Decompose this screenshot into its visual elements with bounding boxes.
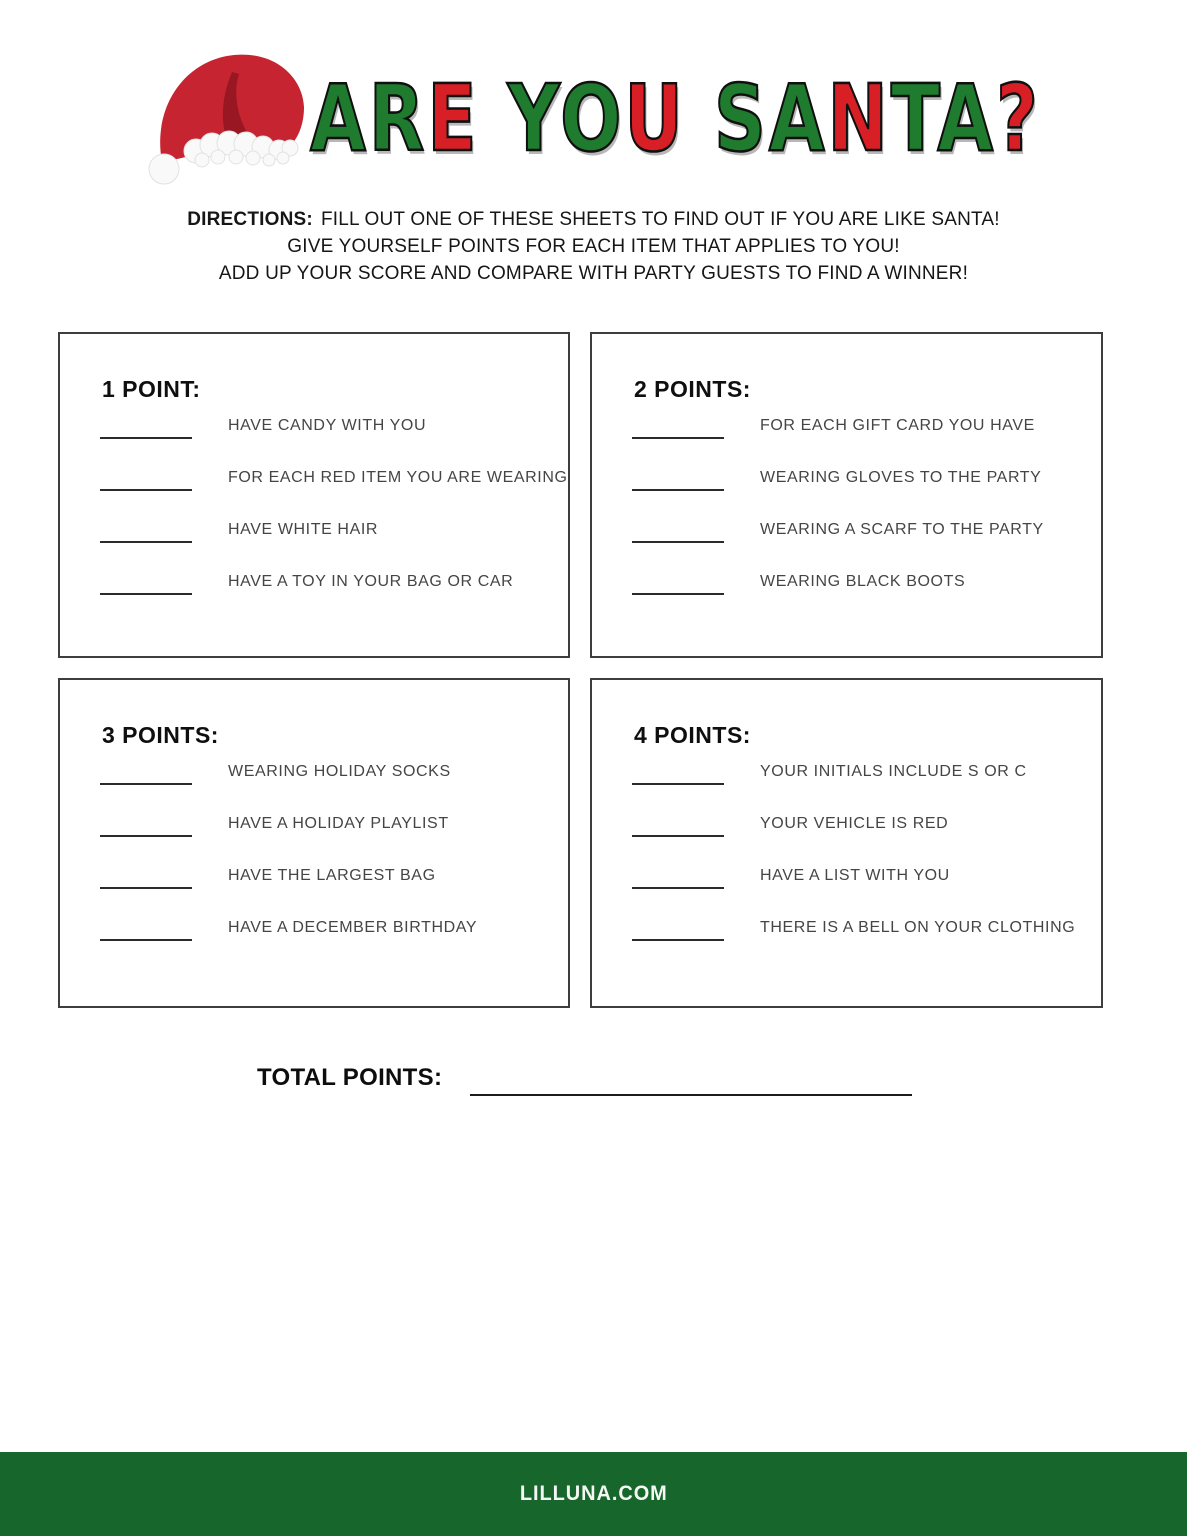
checklist-row [100, 439, 568, 491]
santa-hat-icon [146, 46, 306, 186]
checklist-row [632, 889, 1087, 941]
points-entry-blank[interactable] [100, 731, 192, 785]
title-letter: E [427, 64, 480, 172]
checklist-item-label: HAVE A TOY IN YOUR BAG OR CAR [228, 573, 514, 590]
checklist-item-label: WEARING HOLIDAY SOCKS [228, 763, 451, 780]
points-entry-blank[interactable] [632, 783, 724, 837]
footer-band [0, 1452, 1187, 1536]
points-entry-blank[interactable] [100, 385, 192, 439]
directions [0, 206, 1187, 287]
total-points-blank[interactable] [470, 1060, 912, 1096]
checklist-item-label: WEARING A SCARF TO THE PARTY [760, 521, 1044, 538]
checklist-item-label: YOUR INITIALS INCLUDE S OR C [760, 763, 1027, 780]
title-letter-space [480, 64, 508, 172]
points-entry-blank[interactable] [632, 385, 724, 439]
checklist-item-label: FOR EACH GIFT CARD YOU HAVE [760, 417, 1035, 434]
title-letter-space [686, 64, 714, 172]
checklist-item-label: HAVE A DECEMBER BIRTHDAY [228, 919, 478, 936]
points-entry-blank[interactable] [632, 887, 724, 941]
points-box-2-header: 2 POINTS: [634, 376, 751, 402]
points-entry-blank[interactable] [632, 541, 724, 595]
checklist-row [100, 733, 554, 785]
checklist-item-label: HAVE A HOLIDAY PLAYLIST [228, 815, 449, 832]
title-letter: U [624, 64, 686, 172]
points-entry-blank[interactable] [100, 541, 192, 595]
points-box-3-header: 3 POINTS: [102, 722, 219, 748]
checklist-row [632, 491, 1087, 543]
checklist-row [632, 543, 1087, 595]
checklist-row [100, 491, 554, 543]
checklist-row [632, 387, 1087, 439]
total-points-label: TOTAL POINTS: [257, 1064, 443, 1091]
points-entry-blank[interactable] [100, 835, 192, 889]
points-entry-blank[interactable] [632, 437, 724, 491]
points-entry-blank[interactable] [100, 887, 192, 941]
points-box-2 [590, 332, 1103, 658]
checklist-item-label: HAVE WHITE HAIR [228, 521, 379, 538]
checklist-row [632, 785, 1087, 837]
checklist-row [632, 837, 1087, 889]
title-letter: Y [507, 64, 561, 172]
checklist-row [100, 785, 554, 837]
points-entry-blank[interactable] [632, 489, 724, 543]
points-box-4 [590, 678, 1103, 1008]
directions-line-1: DIRECTIONS: FILL OUT ONE OF THESE SHEETS TO FIND OUT IF YOU ARE LIKE SANTA! [187, 209, 1000, 230]
checklist-item-label: YOUR VEHICLE IS RED [760, 815, 949, 832]
title-letter: T [890, 64, 938, 172]
checklist-row [100, 837, 554, 889]
footer-site-text: LILLUNA.COM [519, 1482, 668, 1505]
checklist-item-label: WEARING GLOVES TO THE PARTY [760, 469, 1042, 486]
title-letter: S [713, 64, 769, 172]
points-entry-blank[interactable] [632, 731, 724, 785]
checklist-item-label: THERE IS A BELL ON YOUR CLOTHING [760, 919, 1076, 936]
checklist-row [100, 543, 554, 595]
checklist-row [100, 387, 554, 439]
points-box-1-rows [100, 387, 568, 595]
title-letter: A [937, 64, 997, 172]
title-letter: N [827, 64, 891, 172]
page-title [310, 64, 1041, 172]
title-letter: R [368, 64, 428, 172]
points-box-4-rows [632, 733, 1087, 941]
checklist-item-label: HAVE CANDY WITH YOU [228, 417, 427, 434]
checklist-row [632, 733, 1087, 785]
checklist-item-label: WEARING BLACK BOOTS [760, 573, 966, 590]
checklist-row [632, 439, 1087, 491]
total-points [257, 1060, 912, 1096]
title-letter: O [560, 64, 625, 172]
checklist-item-label: HAVE A LIST WITH YOU [760, 867, 950, 884]
title-letter: A [310, 64, 369, 172]
points-entry-blank[interactable] [100, 489, 192, 543]
title-letter: ? [996, 64, 1041, 172]
title-letter: A [768, 64, 828, 172]
points-box-1 [58, 332, 570, 658]
points-entry-blank[interactable] [100, 783, 192, 837]
points-box-2-rows [632, 387, 1087, 595]
points-box-4-header: 4 POINTS: [634, 722, 751, 748]
points-box-3 [58, 678, 570, 1008]
checklist-item-label: HAVE THE LARGEST BAG [228, 867, 436, 884]
points-entry-blank[interactable] [100, 437, 192, 491]
directions-line-3: ADD UP YOUR SCORE AND COMPARE WITH PARTY GUESTS TO FIND A WINNER! [218, 263, 969, 284]
checklist-item-label: FOR EACH RED ITEM YOU ARE WEARING [228, 469, 568, 486]
checklist-row [100, 889, 554, 941]
header [0, 48, 1187, 188]
points-box-3-rows [100, 733, 554, 941]
directions-line-2: GIVE YOURSELF POINTS FOR EACH ITEM THAT APPLIES TO YOU! [287, 236, 900, 257]
points-entry-blank[interactable] [632, 835, 724, 889]
points-box-1-header: 1 POINT: [102, 376, 201, 402]
directions-label: DIRECTIONS: [187, 209, 313, 230]
